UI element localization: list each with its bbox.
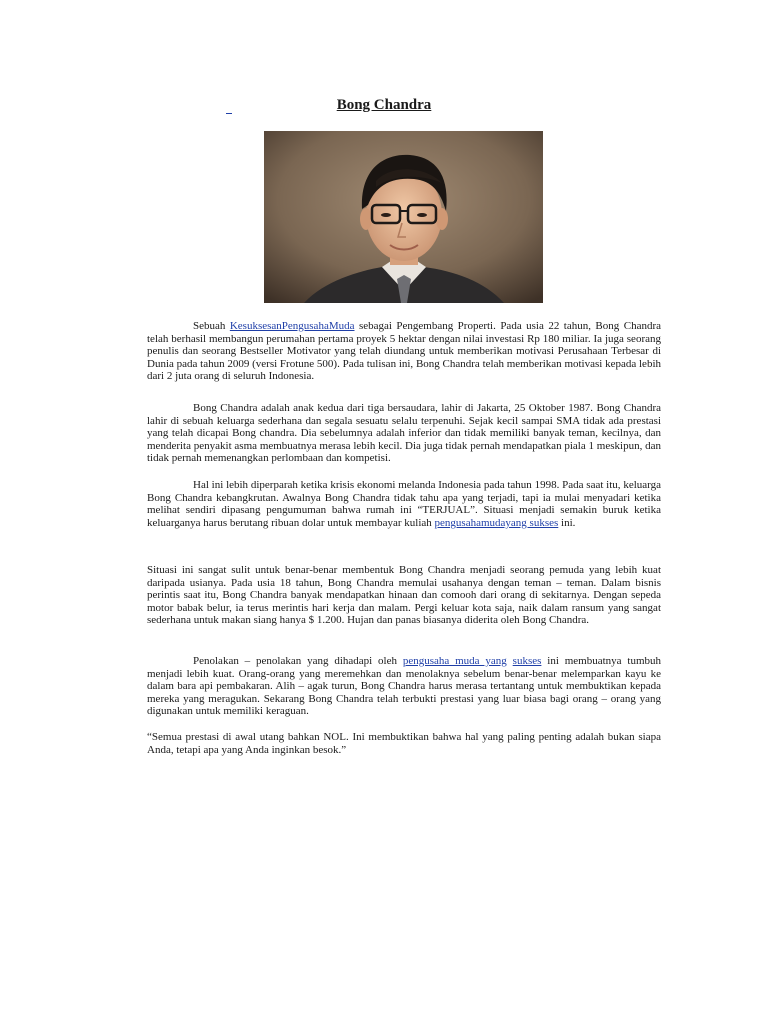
paragraph-3-text-start: Hal ini lebih diperparah ketika krisis ekonomi melanda Indonesia pada tahun 1998. Pada saat itu, keluarga Bong Chandra kebangkrutan. Awalnya Bong Chandra tidak tahu apa yang terjadi, tapi ia mulai menyadari ketika melihat sendiri dipasang pengumuman bahwa rumah ini “TERJUAL”. Situasi menjadi semakin buruk ketika keluarganya harus berutang ribuan dolar untuk membayar kuliah: [147, 479, 661, 529]
paragraph-5-text-end: ini membuatnya tumbuh menjadi lebih kuat. Orang-orang yang meremehkan dan menolaknya sebelum benar-benar melemparkan kayu ke dalam bara api pembakaran. Alih – agak turun, Bong Chandra harus merasa tertantang untuk membuktikan kepada mereka yang meragukan. Sekarang Bong Chandra telah terbukti prestasi yang luar biasa bagi orang – orang yang digunakan untuk memiliki keraguan.: [147, 655, 662, 718]
paragraph-1-text-end: sebagai Pengembang Properti. Pada usia 22 tahun, Bong Chandra telah berhasil membangun perumahan pertama proyek 5 hektar dengan nilai investasi Rp 180 miliar. Ia juga seorang penulis dan seorang Bestseller Motivator yang telah diundang untuk memberikan motivasi Perusahaan Terbesar di Dunia pada tahun 2009 (versi Frotune 500). Pada tulisan ini, Bong Chandra telah memberikan motivasi kepada lebih dari 2 juta orang di seluruh Indonesia.: [147, 320, 661, 383]
paragraph-3: [147, 479, 661, 529]
paragraph-5-text-start: Penolakan – penolakan yang dihadapi oleh: [193, 655, 403, 667]
closing-quote: “Semua prestasi di awal utang bahkan NOL. Ini membuktikan bahwa hal yang paling penting adalah bukan siapa Anda, tetapi apa yang Anda inginkan besok.”: [147, 731, 661, 756]
paragraph-2: Bong Chandra adalah anak kedua dari tiga bersaudara, lahir di Jakarta, 25 Oktober 1987. Bong Chandra lahir di sebuah keluarga sederhana dan segala sesuatu selalu terpenuhi. Sejak kecil sampai SMA tidak ada prestasi yang telah dicapai Bong chandra. Dia sebelumnya adalah inferior dan tidak memiliki banyak teman, kecilnya, dan menderita penyakit asma membuatnya merasa lebih kecil. Dia juga tidak pernah mendapatkan piala 1 meskipun, dan tidak pernah memenangkan perlombaan dan kompetisi.: [147, 402, 661, 465]
page-title: Bong Chandra: [336, 97, 432, 113]
paragraph-5: [147, 655, 661, 718]
link-pengusaha-muda-sukses[interactable]: pengusahamudayang sukses: [434, 516, 559, 529]
portrait-illustration: [264, 131, 543, 303]
title-row: [0, 97, 768, 117]
link-sukses[interactable]: sukses: [512, 655, 542, 667]
paragraph-3-text-end: ini.: [558, 516, 576, 529]
link-pengusaha-muda-yang[interactable]: pengusaha muda yang: [402, 655, 507, 667]
portrait-photo: [264, 131, 543, 303]
paragraph-1-text-start: Sebuah: [193, 320, 230, 332]
paragraph-4: Situasi ini sangat sulit untuk benar-benar membentuk Bong Chandra menjadi seorang pemuda yang lebih kuat daripada usianya. Pada usia 18 tahun, Bong Chandra memulai usahanya dengan teman – teman. Dalam bisnis perintis saat itu, Bong Chandra banyak mendapatkan hinaan dan comooh dari orang di sekitarnya. Dengan sepeda motor babak belur, ia terus merintis hari kerja dan malam. Pergi keluar kota saja, naik dalam ransum yang sangat sederhana untuk makan siang hanya $ 1.200. Hujan dan panas biasanya diderita oleh Bong Chandra.: [147, 564, 661, 627]
link-kesuksesan-pengusaha-muda[interactable]: KesuksesanPengusahaMuda: [229, 320, 355, 332]
paragraph-1: [147, 320, 661, 383]
